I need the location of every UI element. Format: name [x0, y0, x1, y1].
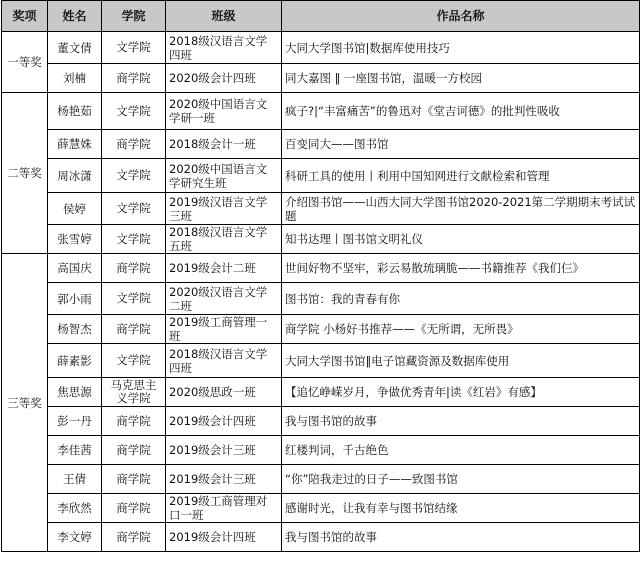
title-cell: 图书馆：我的青春有你: [282, 283, 640, 315]
prize-cell: 三等奖: [2, 254, 48, 552]
table-row: [2, 32, 640, 64]
table-row: [2, 64, 640, 93]
name-cell: 薛素影: [48, 344, 102, 378]
class-cell: 2019级会计四班: [166, 523, 282, 552]
header-college: 学院: [102, 1, 166, 32]
class-cell: 2019级会计四班: [166, 407, 282, 436]
table-row: [2, 494, 640, 523]
header-class: 班级: [166, 1, 282, 32]
college-cell: 商学院: [102, 465, 166, 494]
prize-cell: 一等奖: [2, 32, 48, 93]
table-row: [2, 130, 640, 159]
title-cell: 世间好物不坚牢，彩云易散琉璃脆——书籍推荐《我们仨》: [282, 254, 640, 283]
college-cell: 文学院: [102, 159, 166, 193]
name-cell: 杨艳茹: [48, 93, 102, 130]
class-cell: 2020级汉语言文学二班: [166, 283, 282, 315]
name-cell: 彭一丹: [48, 407, 102, 436]
class-cell: 2018级会计一班: [166, 130, 282, 159]
name-cell: 杨智杰: [48, 315, 102, 344]
table-row: [2, 436, 640, 465]
class-cell: 2020级中国语言文学研究生班: [166, 159, 282, 193]
name-cell: 王倩: [48, 465, 102, 494]
name-cell: 李欣然: [48, 494, 102, 523]
table-row: [2, 254, 640, 283]
table-row: [2, 193, 640, 225]
name-cell: 侯婷: [48, 193, 102, 225]
name-cell: 董文倩: [48, 32, 102, 64]
header-prize: 奖项: [2, 1, 48, 32]
college-cell: 文学院: [102, 32, 166, 64]
class-cell: 2018级汉语言文学四班: [166, 32, 282, 64]
name-cell: 薛慧姝: [48, 130, 102, 159]
title-cell: 介绍图书馆——山西大同大学图书馆2020-2021第二学期期末考试试题: [282, 193, 640, 225]
title-cell: 红楼判词，千古绝色: [282, 436, 640, 465]
name-cell: 郭小雨: [48, 283, 102, 315]
header-name: 姓名: [48, 1, 102, 32]
title-cell: 科研工具的使用丨利用中国知网进行文献检索和管理: [282, 159, 640, 193]
name-cell: 张雪婷: [48, 225, 102, 254]
class-cell: 2019级汉语言文学三班: [166, 193, 282, 225]
title-cell: 【追忆峥嵘岁月，争做优秀青年|读《红岩》有感】: [282, 378, 640, 407]
college-cell: 商学院: [102, 64, 166, 93]
header-row: [2, 1, 640, 32]
table-row: [2, 523, 640, 552]
college-cell: 商学院: [102, 315, 166, 344]
awards-table: [1, 0, 640, 552]
table-body: [2, 32, 640, 552]
table-row: [2, 93, 640, 130]
college-cell: 商学院: [102, 130, 166, 159]
table-row: [2, 344, 640, 378]
name-cell: 李文婷: [48, 523, 102, 552]
title-cell: 大同大学图书馆‖电子馆藏资源及数据库使用: [282, 344, 640, 378]
name-cell: 周冰潇: [48, 159, 102, 193]
prize-cell: 二等奖: [2, 93, 48, 254]
class-cell: 2019级工商管理对口一班: [166, 494, 282, 523]
class-cell: 2019级工商管理一班: [166, 315, 282, 344]
name-cell: 焦思源: [48, 378, 102, 407]
class-cell: 2018级汉语言文学五班: [166, 225, 282, 254]
college-cell: 商学院: [102, 407, 166, 436]
title-cell: 大同大学图书馆|数据库使用技巧: [282, 32, 640, 64]
name-cell: 高国庆: [48, 254, 102, 283]
college-cell: 商学院: [102, 254, 166, 283]
title-cell: 疯子?|“丰富痛苦”的鲁迅对《堂吉诃德》的批判性吸收: [282, 93, 640, 130]
table-row: [2, 225, 640, 254]
college-cell: 文学院: [102, 225, 166, 254]
class-cell: 2019级会计三班: [166, 436, 282, 465]
college-cell: 商学院: [102, 494, 166, 523]
college-cell: 文学院: [102, 283, 166, 315]
table-row: [2, 283, 640, 315]
class-cell: 2018级汉语言文学四班: [166, 344, 282, 378]
name-cell: 刘楠: [48, 64, 102, 93]
title-cell: “你”陪我走过的日子——致图书馆: [282, 465, 640, 494]
header-title: 作品名称: [282, 1, 640, 32]
table-row: [2, 378, 640, 407]
title-cell: 商学院 小杨好书推荐——《无所谓，无所畏》: [282, 315, 640, 344]
class-cell: 2020级思政一班: [166, 378, 282, 407]
table-row: [2, 407, 640, 436]
table-row: [2, 465, 640, 494]
college-cell: 马克思主义学院: [102, 378, 166, 407]
title-cell: 我与图书馆的故事: [282, 407, 640, 436]
class-cell: 2020级会计四班: [166, 64, 282, 93]
title-cell: 同大嘉图 ‖ 一座图书馆，温暖一方校园: [282, 64, 640, 93]
name-cell: 李佳茜: [48, 436, 102, 465]
college-cell: 文学院: [102, 344, 166, 378]
table-row: [2, 159, 640, 193]
college-cell: 商学院: [102, 523, 166, 552]
title-cell: 知书达理丨图书馆文明礼仪: [282, 225, 640, 254]
class-cell: 2019级会计二班: [166, 254, 282, 283]
college-cell: 商学院: [102, 436, 166, 465]
college-cell: 文学院: [102, 193, 166, 225]
title-cell: 我与图书馆的故事: [282, 523, 640, 552]
table-row: [2, 315, 640, 344]
title-cell: 百变同大——图书馆: [282, 130, 640, 159]
college-cell: 文学院: [102, 93, 166, 130]
title-cell: 感谢时光，让我有幸与图书馆结缘: [282, 494, 640, 523]
class-cell: 2019级会计三班: [166, 465, 282, 494]
class-cell: 2020级中国语言文学研一班: [166, 93, 282, 130]
